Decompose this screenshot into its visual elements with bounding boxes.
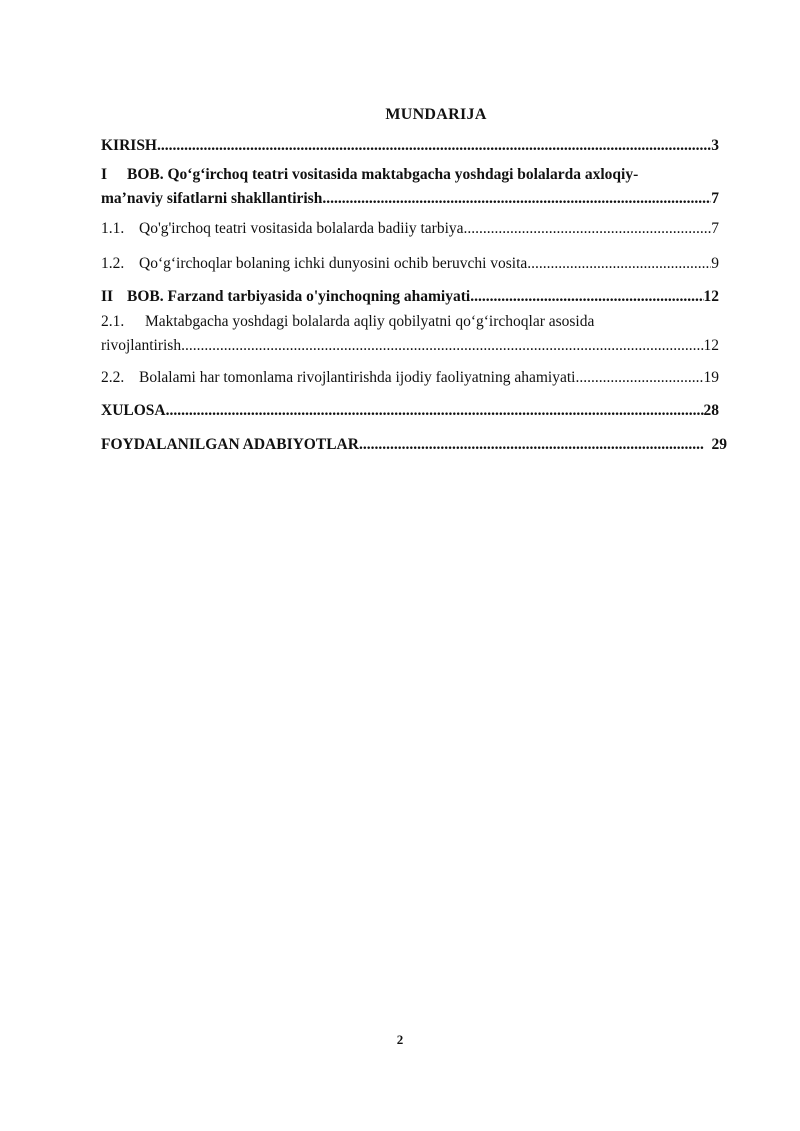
toc-entry-text-line2: ma’naviy sifatlarni shakllantirish xyxy=(101,190,323,207)
dot-leader xyxy=(181,334,703,358)
toc-entry-section-2-1[interactable] xyxy=(101,310,719,358)
toc-entry-text: KIRISH xyxy=(101,137,157,154)
toc-entry-text: Qo'g'irchoq teatri vositasida bolalarda badiiy tarbiya xyxy=(139,220,464,237)
toc-page-number: 12 xyxy=(703,337,719,354)
toc-page-number: 7 xyxy=(711,190,719,207)
page-number: 2 xyxy=(396,1032,404,1047)
toc-title: MUNDARIJA xyxy=(385,106,487,123)
toc-entry-section-2-2[interactable] xyxy=(101,366,719,390)
dot-leader xyxy=(470,285,703,309)
dot-leader xyxy=(527,252,711,276)
toc-entry-number: 1.1. xyxy=(101,220,125,237)
toc-entry-number: 2.2. xyxy=(101,369,125,386)
toc-page-number: 29 xyxy=(711,436,727,453)
toc-entry-section-1-1[interactable] xyxy=(101,217,719,241)
toc-entry-text-line1: BOB. Qo‘g‘irchoq teatri vositasida maktabgacha yoshdagi bolalarda axloqiy- xyxy=(127,166,639,183)
dot-leader xyxy=(166,399,704,423)
toc-page-number: 19 xyxy=(703,369,719,386)
toc-entry-section-1-2[interactable] xyxy=(101,252,719,276)
toc-entry-number: 1.2. xyxy=(101,255,125,272)
toc-entry-xulosa[interactable] xyxy=(101,399,719,423)
toc-entry-references[interactable] xyxy=(101,433,727,457)
toc-page-number: 12 xyxy=(703,288,719,305)
toc-page-number: 3 xyxy=(711,137,719,154)
toc-entry-number: 2.1. xyxy=(101,313,125,330)
toc-entry-chapter-1[interactable] xyxy=(101,163,719,211)
toc-entry-text: XULOSA xyxy=(101,402,166,419)
toc-page-number: 28 xyxy=(703,402,719,419)
dot-leader xyxy=(157,134,711,158)
toc-entry-number: II xyxy=(101,288,114,305)
toc-entry-text: FOYDALANILGAN ADABIYOTLAR xyxy=(101,436,359,453)
toc-entry-text: Bolalami har tomonlama rivojlantirishda ijodiy faoliyatning ahamiyati xyxy=(139,369,576,386)
toc-entry-text-line1: Maktabgacha yoshdagi bolalarda aqliy qobilyatni qo‘g‘irchoqlar asosida xyxy=(145,313,595,330)
toc-entry-kirish[interactable] xyxy=(101,134,719,158)
dot-leader xyxy=(322,187,711,211)
dot-leader xyxy=(575,366,703,390)
toc-entry-text: Qo‘g‘irchoqlar bolaning ichki dunyosini ochib beruvchi vosita xyxy=(139,255,528,272)
dot-leader xyxy=(464,217,712,241)
toc-entry-text-line2: rivojlantirish xyxy=(101,337,182,354)
toc-entry-number: I xyxy=(101,166,108,183)
toc-entry-text: BOB. Farzand tarbiyasida o'yinchoqning ahamiyati xyxy=(127,288,471,305)
toc-page-number: 9 xyxy=(711,255,719,272)
dot-leader xyxy=(359,433,704,457)
toc-page-number: 7 xyxy=(711,220,719,237)
toc-entry-chapter-2[interactable] xyxy=(101,285,719,309)
